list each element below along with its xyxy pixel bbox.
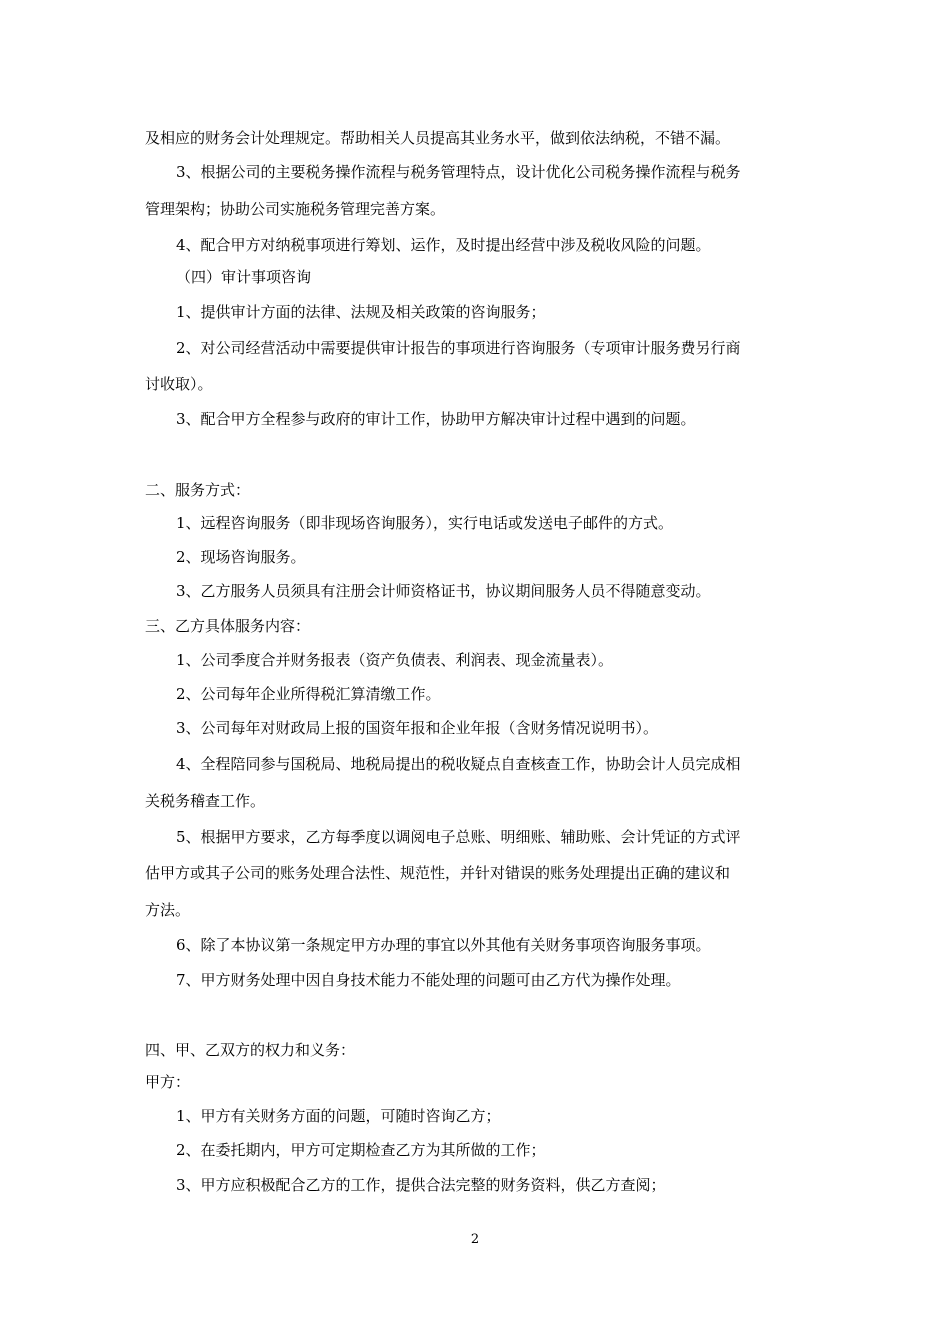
paragraph-line: 2、公司每年企业所得税汇算清缴工作。 [176, 685, 441, 703]
section-heading: 三、乙方具体服务内容： [145, 617, 311, 635]
paragraph-line: 4、配合甲方对纳税事项进行筹划、运作，及时提出经营中涉及税收风险的问题。 [176, 236, 711, 254]
subsection-label: 甲方： [145, 1073, 191, 1091]
paragraph-line: 及相应的财务会计处理规定。帮助相关人员提高其业务水平，做到依法纳税，不错不漏。 [145, 129, 731, 147]
paragraph-line: 1、远程咨询服务（即非现场咨询服务），实行电话或发送电子邮件的方式。 [176, 514, 674, 532]
paragraph-line: 2、在委托期内，甲方可定期检查乙方为其所做的工作； [176, 1141, 546, 1159]
paragraph-line: 1、提供审计方面的法律、法规及相关政策的咨询服务； [176, 303, 546, 321]
section-heading: 二、服务方式： [145, 481, 251, 499]
section-heading: （四）审计事项咨询 [176, 268, 312, 286]
paragraph-line: 2、现场咨询服务。 [176, 548, 306, 566]
paragraph-line: 1、公司季度合并财务报表（资产负债表、利润表、现金流量表）。 [176, 651, 614, 669]
paragraph-line: 3、根据公司的主要税务操作流程与税务管理特点，设计优化公司税务操作流程与税务 [176, 163, 741, 181]
paragraph-line: 估甲方或其子公司的账务处理合法性、规范性，并针对错误的账务处理提出正确的建议和 [145, 864, 731, 882]
paragraph-line: 3、配合甲方全程参与政府的审计工作，协助甲方解决审计过程中遇到的问题。 [176, 410, 696, 428]
paragraph-line: 3、公司每年对财政局上报的国资年报和企业年报（含财务情况说明书）。 [176, 719, 659, 737]
paragraph-line: 1、甲方有关财务方面的问题，可随时咨询乙方； [176, 1107, 501, 1125]
paragraph-line: 3、乙方服务人员须具有注册会计师资格证书，协议期间服务人员不得随意变动。 [176, 582, 711, 600]
paragraph-line: 5、根据甲方要求，乙方每季度以调阅电子总账、明细账、辅助账、会计凭证的方式评 [176, 828, 741, 846]
paragraph-line: 2、对公司经营活动中需要提供审计报告的事项进行咨询服务（专项审计服务费另行商 [176, 339, 741, 357]
section-heading: 四、甲、乙双方的权力和义务： [145, 1041, 356, 1059]
paragraph-line: 6、除了本协议第一条规定甲方办理的事宜以外其他有关财务事项咨询服务事项。 [176, 936, 711, 954]
paragraph-line: 讨收取）。 [145, 375, 213, 393]
page-number: 2 [470, 1232, 480, 1247]
paragraph-line: 3、甲方应积极配合乙方的工作，提供合法完整的财务资料，供乙方查阅； [176, 1176, 666, 1194]
paragraph-line: 管理架构；协助公司实施税务管理完善方案。 [145, 200, 446, 218]
paragraph-line: 方法。 [145, 901, 191, 919]
paragraph-line: 关税务稽查工作。 [145, 792, 266, 810]
paragraph-line: 7、甲方财务处理中因自身技术能力不能处理的问题可由乙方代为操作处理。 [176, 971, 681, 989]
paragraph-line: 4、全程陪同参与国税局、地税局提出的税收疑点自查核查工作，协助会计人员完成相 [176, 755, 741, 773]
